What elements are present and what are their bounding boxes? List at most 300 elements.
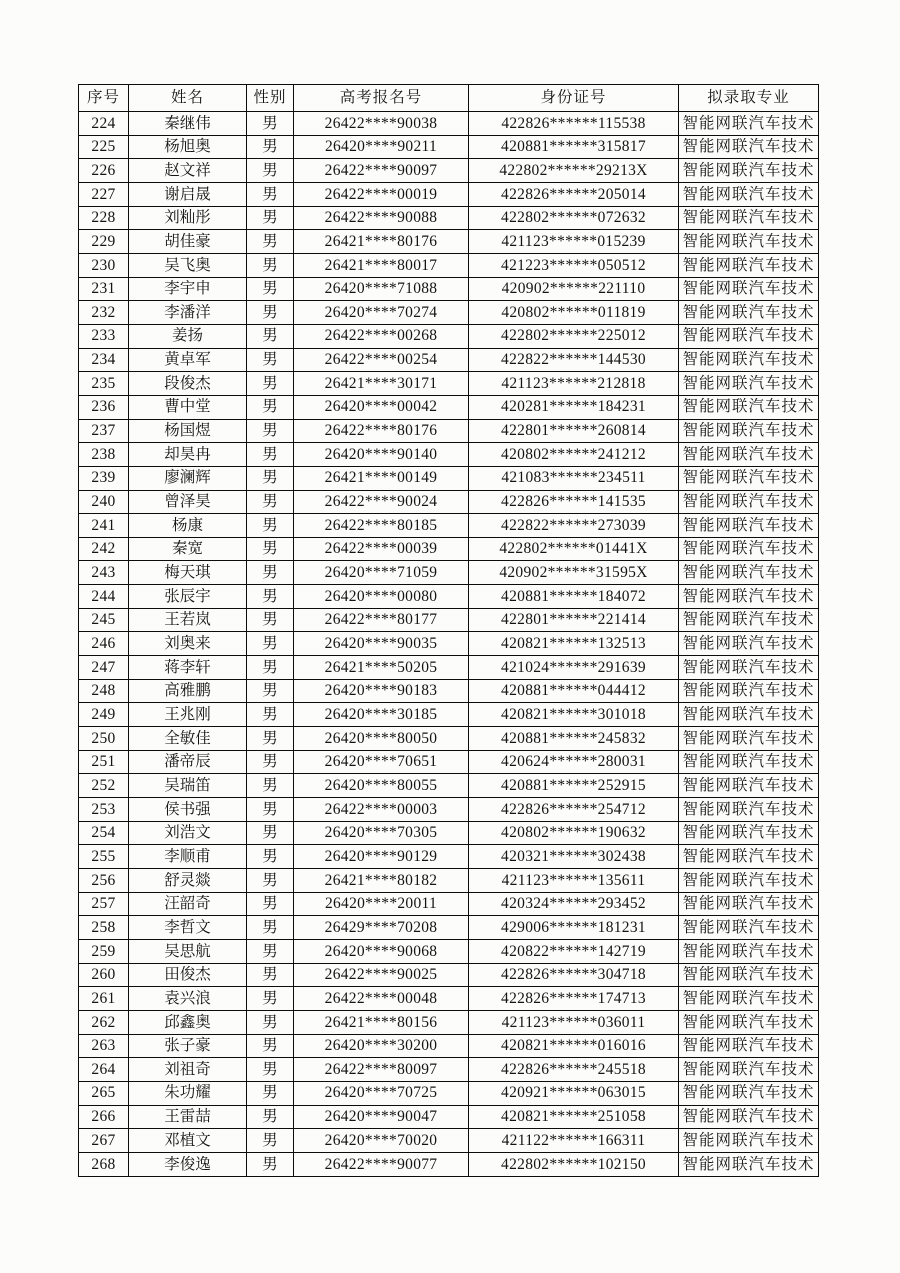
cell-col-index: 249 (79, 703, 129, 727)
cell-col-gender: 男 (247, 1152, 294, 1176)
cell-col-gender: 男 (247, 939, 294, 963)
cell-col-major: 智能网联汽车技术 (679, 490, 819, 514)
table-row (79, 514, 819, 538)
cell-col-major: 智能网联汽车技术 (679, 963, 819, 987)
cell-col-exam-number: 26420****30200 (294, 1034, 469, 1058)
cell-col-major: 智能网联汽车技术 (679, 206, 819, 230)
cell-col-major: 智能网联汽车技术 (679, 845, 819, 869)
cell-col-index: 267 (79, 1129, 129, 1153)
cell-col-exam-number: 26420****71088 (294, 277, 469, 301)
cell-col-index: 228 (79, 206, 129, 230)
cell-col-name: 潘帝辰 (129, 750, 247, 774)
cell-col-index: 245 (79, 608, 129, 632)
cell-col-exam-number: 26420****00042 (294, 395, 469, 419)
cell-col-name: 廖澜辉 (129, 466, 247, 490)
cell-col-exam-number: 26421****80176 (294, 230, 469, 254)
table-row (79, 585, 819, 609)
table-row (79, 112, 819, 136)
cell-col-gender: 男 (247, 230, 294, 254)
cell-col-major: 智能网联汽车技术 (679, 821, 819, 845)
table-row (79, 135, 819, 159)
table-header-row (79, 85, 819, 112)
cell-col-exam-number: 26422****00003 (294, 798, 469, 822)
cell-col-id-number: 420624******280031 (469, 750, 679, 774)
table-row (79, 561, 819, 585)
cell-col-id-number: 422826******141535 (469, 490, 679, 514)
cell-col-name: 赵文祥 (129, 159, 247, 183)
cell-col-name: 侯书强 (129, 798, 247, 822)
cell-col-gender: 男 (247, 821, 294, 845)
cell-col-exam-number: 26420****70725 (294, 1081, 469, 1105)
table-row (79, 798, 819, 822)
cell-col-exam-number: 26422****00039 (294, 537, 469, 561)
cell-col-major: 智能网联汽车技术 (679, 703, 819, 727)
cell-col-major: 智能网联汽车技术 (679, 939, 819, 963)
cell-col-name: 刘祖奇 (129, 1058, 247, 1082)
table-row (79, 963, 819, 987)
cell-col-gender: 男 (247, 869, 294, 893)
cell-col-name: 李俊逸 (129, 1152, 247, 1176)
cell-col-id-number: 422801******260814 (469, 419, 679, 443)
cell-col-index: 247 (79, 656, 129, 680)
table-body (79, 112, 819, 1177)
cell-col-major: 智能网联汽车技术 (679, 324, 819, 348)
cell-col-id-number: 420821******132513 (469, 632, 679, 656)
cell-col-index: 243 (79, 561, 129, 585)
table-row (79, 727, 819, 751)
cell-col-exam-number: 26421****80182 (294, 869, 469, 893)
table-row (79, 395, 819, 419)
table-row (79, 253, 819, 277)
cell-col-major: 智能网联汽车技术 (679, 869, 819, 893)
column-header-col-exam-number: 高考报名号 (294, 85, 469, 112)
cell-col-exam-number: 26421****00149 (294, 466, 469, 490)
cell-col-exam-number: 26420****30185 (294, 703, 469, 727)
cell-col-exam-number: 26420****90129 (294, 845, 469, 869)
cell-col-index: 233 (79, 324, 129, 348)
cell-col-index: 246 (79, 632, 129, 656)
cell-col-gender: 男 (247, 253, 294, 277)
cell-col-id-number: 420881******245832 (469, 727, 679, 751)
cell-col-index: 226 (79, 159, 129, 183)
cell-col-index: 240 (79, 490, 129, 514)
cell-col-id-number: 420821******301018 (469, 703, 679, 727)
cell-col-name: 秦继伟 (129, 112, 247, 136)
cell-col-gender: 男 (247, 159, 294, 183)
admission-roster-table (78, 84, 819, 1177)
table-row (79, 490, 819, 514)
cell-col-name: 刘浩文 (129, 821, 247, 845)
cell-col-name: 高雅鹏 (129, 679, 247, 703)
cell-col-index: 234 (79, 348, 129, 372)
cell-col-exam-number: 26422****00019 (294, 182, 469, 206)
cell-col-name: 谢启晟 (129, 182, 247, 206)
cell-col-index: 248 (79, 679, 129, 703)
cell-col-gender: 男 (247, 963, 294, 987)
table-row (79, 750, 819, 774)
cell-col-id-number: 421223******050512 (469, 253, 679, 277)
table-row (79, 916, 819, 940)
cell-col-major: 智能网联汽车技术 (679, 395, 819, 419)
cell-col-index: 237 (79, 419, 129, 443)
cell-col-gender: 男 (247, 395, 294, 419)
cell-col-name: 曹中堂 (129, 395, 247, 419)
cell-col-name: 李潘洋 (129, 301, 247, 325)
cell-col-name: 黄卓军 (129, 348, 247, 372)
cell-col-index: 252 (79, 774, 129, 798)
cell-col-name: 李哲文 (129, 916, 247, 940)
cell-col-name: 张子豪 (129, 1034, 247, 1058)
cell-col-name: 吴思航 (129, 939, 247, 963)
cell-col-exam-number: 26420****90068 (294, 939, 469, 963)
cell-col-name: 汪韶奇 (129, 892, 247, 916)
cell-col-major: 智能网联汽车技术 (679, 798, 819, 822)
table-row (79, 1010, 819, 1034)
cell-col-index: 229 (79, 230, 129, 254)
cell-col-gender: 男 (247, 466, 294, 490)
cell-col-exam-number: 26422****00048 (294, 987, 469, 1011)
cell-col-major: 智能网联汽车技术 (679, 561, 819, 585)
cell-col-name: 王兆刚 (129, 703, 247, 727)
cell-col-name: 蒋李轩 (129, 656, 247, 680)
cell-col-index: 253 (79, 798, 129, 822)
cell-col-gender: 男 (247, 608, 294, 632)
cell-col-id-number: 421123******036011 (469, 1010, 679, 1034)
cell-col-major: 智能网联汽车技术 (679, 253, 819, 277)
cell-col-major: 智能网联汽车技术 (679, 750, 819, 774)
cell-col-name: 朱功耀 (129, 1081, 247, 1105)
cell-col-gender: 男 (247, 419, 294, 443)
cell-col-index: 244 (79, 585, 129, 609)
cell-col-index: 254 (79, 821, 129, 845)
cell-col-gender: 男 (247, 987, 294, 1011)
cell-col-name: 杨国煜 (129, 419, 247, 443)
cell-col-id-number: 420881******252915 (469, 774, 679, 798)
table-row (79, 1081, 819, 1105)
cell-col-gender: 男 (247, 112, 294, 136)
cell-col-gender: 男 (247, 135, 294, 159)
cell-col-major: 智能网联汽车技术 (679, 277, 819, 301)
cell-col-id-number: 420921******063015 (469, 1081, 679, 1105)
cell-col-major: 智能网联汽车技术 (679, 514, 819, 538)
cell-col-exam-number: 26422****80097 (294, 1058, 469, 1082)
table-row (79, 1058, 819, 1082)
cell-col-exam-number: 26429****70208 (294, 916, 469, 940)
cell-col-index: 225 (79, 135, 129, 159)
cell-col-gender: 男 (247, 750, 294, 774)
cell-col-gender: 男 (247, 1034, 294, 1058)
cell-col-gender: 男 (247, 537, 294, 561)
cell-col-id-number: 420802******190632 (469, 821, 679, 845)
table-row (79, 703, 819, 727)
cell-col-exam-number: 26420****90035 (294, 632, 469, 656)
cell-col-major: 智能网联汽车技术 (679, 987, 819, 1011)
cell-col-index: 260 (79, 963, 129, 987)
cell-col-gender: 男 (247, 301, 294, 325)
cell-col-gender: 男 (247, 1105, 294, 1129)
cell-col-id-number: 422826******304718 (469, 963, 679, 987)
cell-col-exam-number: 26421****30171 (294, 372, 469, 396)
table-row (79, 277, 819, 301)
cell-col-index: 235 (79, 372, 129, 396)
cell-col-name: 杨旭奥 (129, 135, 247, 159)
cell-col-gender: 男 (247, 1129, 294, 1153)
cell-col-major: 智能网联汽车技术 (679, 774, 819, 798)
column-header-col-gender: 性别 (247, 85, 294, 112)
table-row (79, 324, 819, 348)
cell-col-id-number: 421122******166311 (469, 1129, 679, 1153)
table-row (79, 1152, 819, 1176)
table-row (79, 419, 819, 443)
cell-col-major: 智能网联汽车技术 (679, 443, 819, 467)
cell-col-index: 258 (79, 916, 129, 940)
cell-col-id-number: 420881******184072 (469, 585, 679, 609)
cell-col-gender: 男 (247, 656, 294, 680)
cell-col-id-number: 420902******31595X (469, 561, 679, 585)
cell-col-id-number: 422802******29213X (469, 159, 679, 183)
table-row (79, 774, 819, 798)
cell-col-id-number: 420321******302438 (469, 845, 679, 869)
cell-col-major: 智能网联汽车技术 (679, 466, 819, 490)
cell-col-id-number: 420802******241212 (469, 443, 679, 467)
cell-col-name: 田俊杰 (129, 963, 247, 987)
cell-col-major: 智能网联汽车技术 (679, 182, 819, 206)
cell-col-name: 刘奥来 (129, 632, 247, 656)
cell-col-name: 吴飞奥 (129, 253, 247, 277)
table-row (79, 939, 819, 963)
table-row (79, 182, 819, 206)
cell-col-major: 智能网联汽车技术 (679, 419, 819, 443)
cell-col-gender: 男 (247, 206, 294, 230)
cell-col-index: 250 (79, 727, 129, 751)
cell-col-id-number: 422802******072632 (469, 206, 679, 230)
cell-col-index: 257 (79, 892, 129, 916)
cell-col-exam-number: 26422****90088 (294, 206, 469, 230)
cell-col-index: 241 (79, 514, 129, 538)
cell-col-name: 袁兴浪 (129, 987, 247, 1011)
cell-col-index: 265 (79, 1081, 129, 1105)
cell-col-index: 231 (79, 277, 129, 301)
cell-col-exam-number: 26421****80156 (294, 1010, 469, 1034)
column-header-col-id-number: 身份证号 (469, 85, 679, 112)
cell-col-exam-number: 26422****80176 (294, 419, 469, 443)
cell-col-id-number: 422802******102150 (469, 1152, 679, 1176)
cell-col-major: 智能网联汽车技术 (679, 632, 819, 656)
table-row (79, 443, 819, 467)
cell-col-major: 智能网联汽车技术 (679, 585, 819, 609)
cell-col-exam-number: 26420****20011 (294, 892, 469, 916)
cell-col-major: 智能网联汽车技术 (679, 348, 819, 372)
table-row (79, 372, 819, 396)
cell-col-exam-number: 26422****90025 (294, 963, 469, 987)
table-row (79, 679, 819, 703)
cell-col-gender: 男 (247, 585, 294, 609)
table-row (79, 348, 819, 372)
cell-col-name: 姜扬 (129, 324, 247, 348)
cell-col-id-number: 422822******273039 (469, 514, 679, 538)
cell-col-gender: 男 (247, 348, 294, 372)
cell-col-gender: 男 (247, 679, 294, 703)
cell-col-major: 智能网联汽车技术 (679, 230, 819, 254)
cell-col-name: 李顺甫 (129, 845, 247, 869)
cell-col-gender: 男 (247, 443, 294, 467)
table-row (79, 656, 819, 680)
cell-col-exam-number: 26420****70651 (294, 750, 469, 774)
cell-col-name: 张辰宇 (129, 585, 247, 609)
cell-col-index: 259 (79, 939, 129, 963)
cell-col-index: 232 (79, 301, 129, 325)
cell-col-major: 智能网联汽车技术 (679, 1129, 819, 1153)
column-header-col-name: 姓名 (129, 85, 247, 112)
cell-col-exam-number: 26422****90024 (294, 490, 469, 514)
cell-col-name: 全敏佳 (129, 727, 247, 751)
cell-col-name: 邱鑫奥 (129, 1010, 247, 1034)
cell-col-id-number: 422822******144530 (469, 348, 679, 372)
cell-col-major: 智能网联汽车技术 (679, 1010, 819, 1034)
cell-col-name: 秦宽 (129, 537, 247, 561)
cell-col-id-number: 420881******315817 (469, 135, 679, 159)
table-row (79, 632, 819, 656)
cell-col-exam-number: 26420****71059 (294, 561, 469, 585)
cell-col-id-number: 422826******205014 (469, 182, 679, 206)
cell-col-id-number: 421024******291639 (469, 656, 679, 680)
cell-col-major: 智能网联汽车技术 (679, 892, 819, 916)
table-row (79, 537, 819, 561)
cell-col-exam-number: 26420****70305 (294, 821, 469, 845)
cell-col-id-number: 422826******254712 (469, 798, 679, 822)
cell-col-id-number: 422826******115538 (469, 112, 679, 136)
cell-col-id-number: 422826******245518 (469, 1058, 679, 1082)
table-row (79, 230, 819, 254)
cell-col-id-number: 420281******184231 (469, 395, 679, 419)
cell-col-gender: 男 (247, 916, 294, 940)
cell-col-index: 266 (79, 1105, 129, 1129)
cell-col-id-number: 420821******251058 (469, 1105, 679, 1129)
cell-col-gender: 男 (247, 514, 294, 538)
cell-col-gender: 男 (247, 632, 294, 656)
cell-col-major: 智能网联汽车技术 (679, 1105, 819, 1129)
cell-col-exam-number: 26420****80050 (294, 727, 469, 751)
cell-col-index: 224 (79, 112, 129, 136)
table-row (79, 1105, 819, 1129)
cell-col-index: 261 (79, 987, 129, 1011)
cell-col-id-number: 420802******011819 (469, 301, 679, 325)
cell-col-name: 舒灵燚 (129, 869, 247, 893)
table-row (79, 159, 819, 183)
cell-col-gender: 男 (247, 182, 294, 206)
cell-col-gender: 男 (247, 1010, 294, 1034)
table-row (79, 206, 819, 230)
cell-col-id-number: 420821******016016 (469, 1034, 679, 1058)
cell-col-id-number: 429006******181231 (469, 916, 679, 940)
cell-col-index: 239 (79, 466, 129, 490)
cell-col-major: 智能网联汽车技术 (679, 1034, 819, 1058)
cell-col-major: 智能网联汽车技术 (679, 656, 819, 680)
cell-col-name: 刘籼彤 (129, 206, 247, 230)
cell-col-exam-number: 26420****90140 (294, 443, 469, 467)
cell-col-major: 智能网联汽车技术 (679, 679, 819, 703)
column-header-col-index: 序号 (79, 85, 129, 112)
cell-col-exam-number: 26422****80185 (294, 514, 469, 538)
cell-col-index: 227 (79, 182, 129, 206)
cell-col-major: 智能网联汽车技术 (679, 159, 819, 183)
cell-col-index: 268 (79, 1152, 129, 1176)
table-row (79, 608, 819, 632)
cell-col-major: 智能网联汽车技术 (679, 372, 819, 396)
cell-col-id-number: 421123******212818 (469, 372, 679, 396)
cell-col-gender: 男 (247, 561, 294, 585)
cell-col-major: 智能网联汽车技术 (679, 301, 819, 325)
table-row (79, 821, 819, 845)
cell-col-index: 230 (79, 253, 129, 277)
cell-col-major: 智能网联汽车技术 (679, 608, 819, 632)
table-row (79, 1129, 819, 1153)
cell-col-major: 智能网联汽车技术 (679, 1152, 819, 1176)
cell-col-exam-number: 26420****70274 (294, 301, 469, 325)
cell-col-major: 智能网联汽车技术 (679, 1058, 819, 1082)
cell-col-gender: 男 (247, 1081, 294, 1105)
cell-col-id-number: 421123******015239 (469, 230, 679, 254)
cell-col-exam-number: 26422****90038 (294, 112, 469, 136)
cell-col-id-number: 420881******044412 (469, 679, 679, 703)
cell-col-id-number: 421083******234511 (469, 466, 679, 490)
table-row (79, 466, 819, 490)
cell-col-major: 智能网联汽车技术 (679, 135, 819, 159)
cell-col-id-number: 422802******225012 (469, 324, 679, 348)
cell-col-name: 曾泽昊 (129, 490, 247, 514)
cell-col-index: 263 (79, 1034, 129, 1058)
cell-col-index: 236 (79, 395, 129, 419)
cell-col-name: 李宇申 (129, 277, 247, 301)
cell-col-major: 智能网联汽车技术 (679, 112, 819, 136)
cell-col-name: 却昊冉 (129, 443, 247, 467)
cell-col-name: 吴瑞笛 (129, 774, 247, 798)
cell-col-index: 264 (79, 1058, 129, 1082)
cell-col-name: 王雷喆 (129, 1105, 247, 1129)
cell-col-exam-number: 26420****70020 (294, 1129, 469, 1153)
cell-col-exam-number: 26422****90097 (294, 159, 469, 183)
cell-col-gender: 男 (247, 1058, 294, 1082)
cell-col-major: 智能网联汽车技术 (679, 727, 819, 751)
cell-col-major: 智能网联汽车技术 (679, 537, 819, 561)
cell-col-gender: 男 (247, 892, 294, 916)
cell-col-index: 256 (79, 869, 129, 893)
table-row (79, 892, 819, 916)
cell-col-exam-number: 26422****00268 (294, 324, 469, 348)
cell-col-major: 智能网联汽车技术 (679, 916, 819, 940)
cell-col-name: 梅天琪 (129, 561, 247, 585)
cell-col-index: 238 (79, 443, 129, 467)
cell-col-index: 262 (79, 1010, 129, 1034)
cell-col-name: 邓植文 (129, 1129, 247, 1153)
cell-col-gender: 男 (247, 703, 294, 727)
table-row (79, 869, 819, 893)
table-row (79, 301, 819, 325)
header-row (79, 85, 819, 112)
column-header-col-major: 拟录取专业 (679, 85, 819, 112)
cell-col-gender: 男 (247, 845, 294, 869)
cell-col-gender: 男 (247, 727, 294, 751)
cell-col-name: 段俊杰 (129, 372, 247, 396)
table-row (79, 845, 819, 869)
cell-col-exam-number: 26421****80017 (294, 253, 469, 277)
cell-col-gender: 男 (247, 774, 294, 798)
table-row (79, 987, 819, 1011)
cell-col-exam-number: 26420****90047 (294, 1105, 469, 1129)
cell-col-gender: 男 (247, 277, 294, 301)
cell-col-name: 杨康 (129, 514, 247, 538)
cell-col-exam-number: 26420****90183 (294, 679, 469, 703)
